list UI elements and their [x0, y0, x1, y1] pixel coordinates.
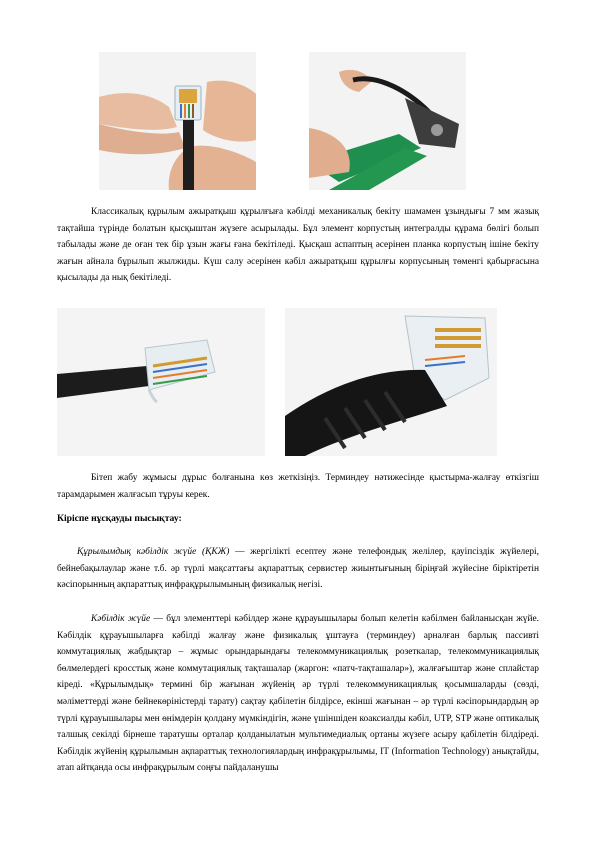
section-heading: Кіріспе нұсқауды пысықтау: — [57, 513, 182, 524]
term-cable-system: Кәбілдік жүйе — [91, 614, 151, 624]
photo-hand-holding-connector — [99, 52, 256, 190]
photo-plug-on-cable — [57, 308, 265, 456]
paragraph-mechanical-fixing — [57, 204, 539, 287]
paragraph-text: Классикалық құрылым ажыратқыш құрылғыға кәбілді механикалық бекіту шамамен ұзындығы 7 мм жазық тақтайша түрінде болатын қысқыштан жүзеге асырылады. Бұл элемент корпустың интегралды құрама бөлігі болып табылады және де оған тек бір ұзын жағы ғана бекітіледі. Қысқаш аспаптың әсерінен планка корпустың ішіне бекіту жағын айнала бұрылып жылжиды. Күш салу әсерінен кәбіл ажыратқыш құрылғы корпусының төменгі қабырғасына қысылады да нық бекітіледі. — [57, 207, 539, 284]
photo-plug-with-boot — [285, 308, 497, 456]
paragraph-termination-check — [57, 470, 539, 503]
paragraph-cable-system — [57, 611, 539, 777]
paragraph-sks-definition — [57, 544, 539, 594]
paragraph-text: Бітеп жабу жұмысы дұрыс болғанына көз жеткізіңіз. Терминдеу нәтижесінде қыстырма-жалғау өткізгіш тарамдарымен жалғасып тұруы керек. — [57, 473, 539, 500]
paragraph-text: — жергілікті есептеу және телефондық желілер, қауіпсіздік жүйелері, бейнебақылаулар және т.б. әр түрлі мақсаттағы ақпараттық сервистер жиынтығының біріңғай жүйесіне біріктіретін кәсіпорынның ақпараттық инфрақұрылымының физикалық негізі. — [57, 547, 540, 591]
term-sks: Құрылымдық кәбілдік жүйе (ҚКЖ) — [77, 547, 230, 557]
paragraph-text: — бұл элементтері кәбілдер және құрауышылары болып келетін кәбілмен байланысқан жүйе. Кәбілдік құрауышыларға кәбілді жалғау және физикалық ұштауға (терминдеу) арналған барлық пассивті коммутациялық жабдықтар – жұмыс орындарындағы телекоммуникациялық розеткалар, телекоммуникациялық бөлмелердегі кросстық және коммутациялық тақташалар (жаргон: «патч-тақташалар»), жалғағыштар және сплайстар кіреді. «Құрылымдық» термині бір жағынан жүйенің әр түрлі телекоммуникациялық қосымшаларды (сөзді, мәліметтерді және бейнекөріністерді тарату) сақтау қабілетін білдірсе, екінші жағынан – әр түрлі кәсіпорындардың әр түрлі құрауышылары мен өнімдерін қолдану мүмкіндігін, және үшіншіден коаксиалды кәбіл, UTP, STP және оптикалық талшық секілді бірнеше таратушы орталар қолданылатын мультимедиалық ортаны жүзеге асыру қабілетін білдіреді. Кәбілдік жүйенің құрылымын ақпараттық технологиялардың инфрақұрылымы, IT (Information Technology) анықтайды, атап айтқанда осы инфрақұрылым соңғы пайдаланушы — [57, 614, 539, 774]
photo-crimping-tool — [309, 52, 466, 190]
